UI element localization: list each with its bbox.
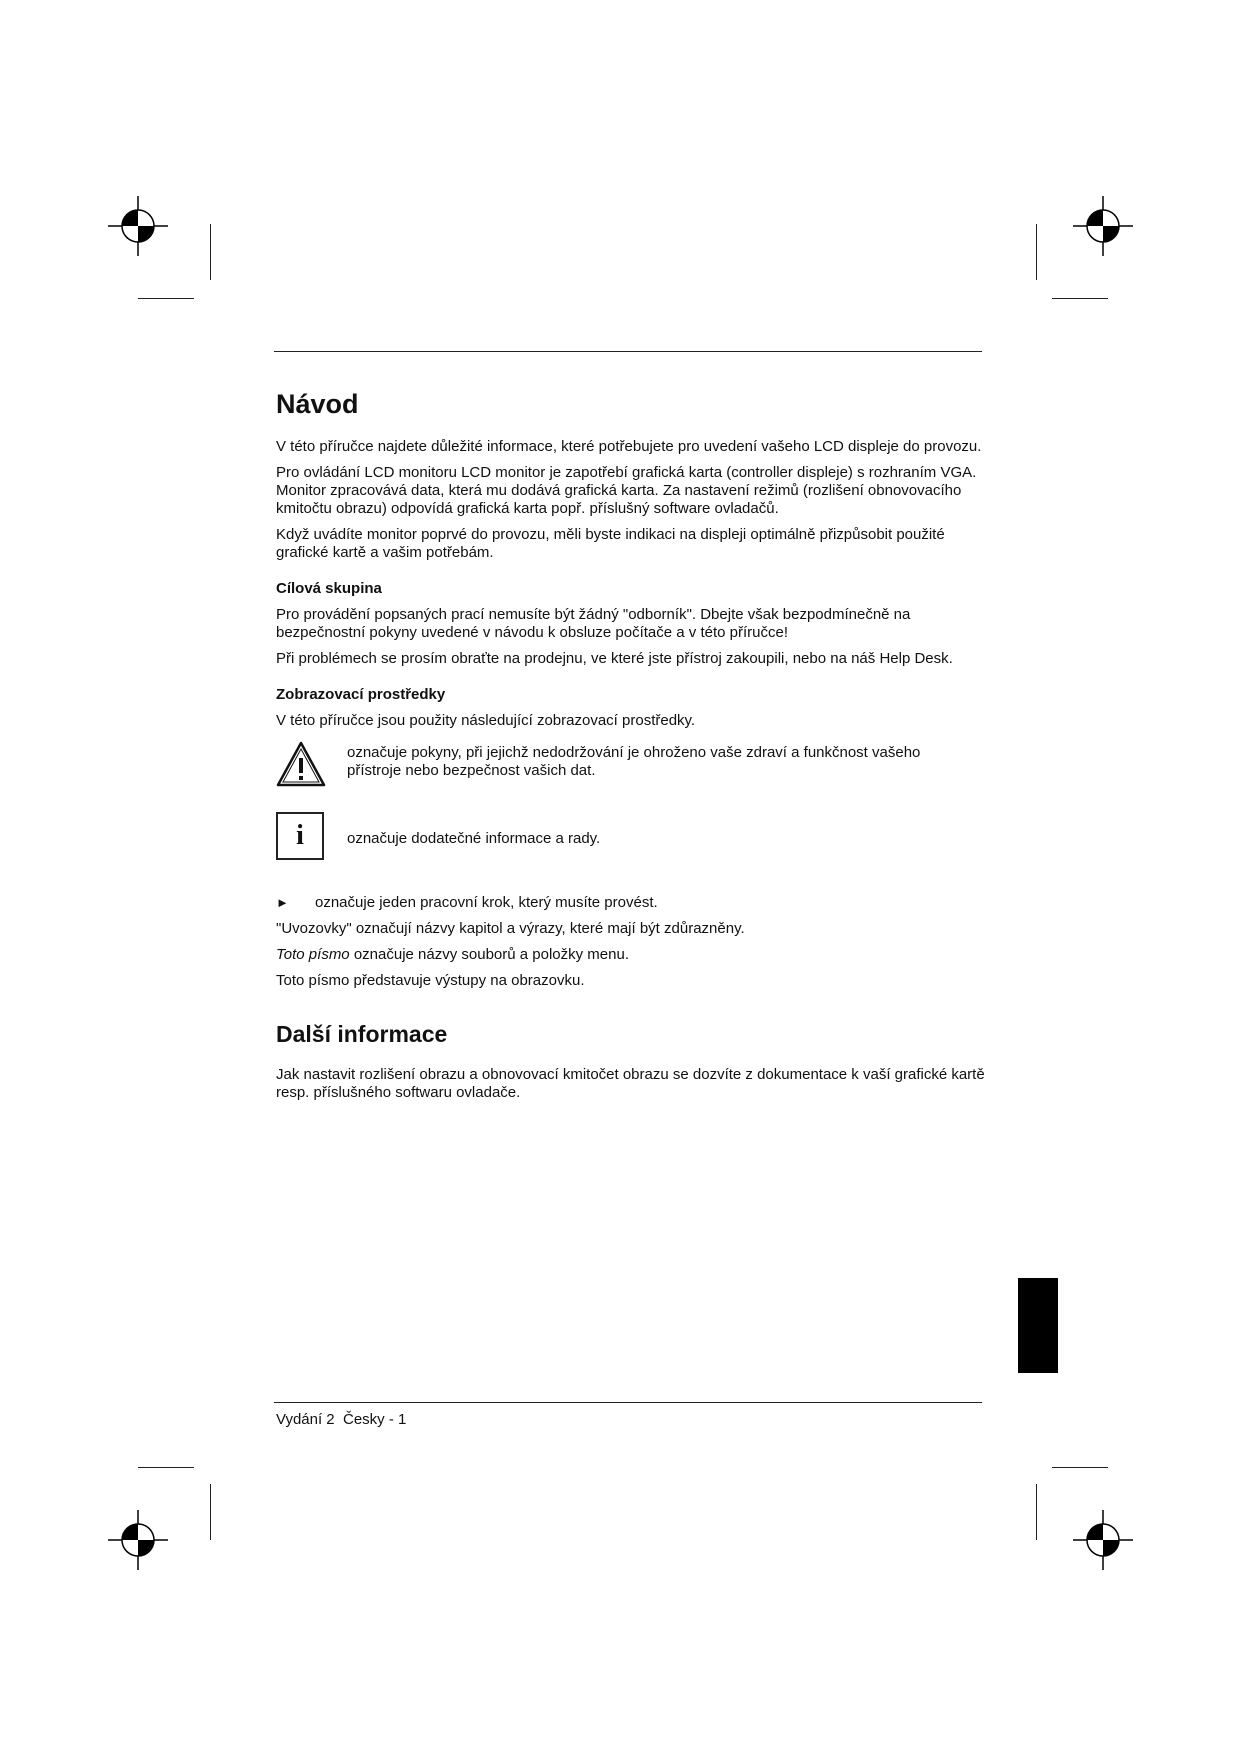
main-heading: Návod	[276, 389, 359, 419]
warning-description: označuje pokyny, při jejichž nedodržování je ohroženo vaše zdraví a funkčnost vašeho přístroje nebo bezpečnost vašich dat.	[347, 744, 921, 779]
italic-sample: Toto písmo	[276, 946, 350, 963]
warning-row	[276, 740, 988, 810]
header-rule	[274, 351, 982, 352]
more-info-paragraph: Jak nastavit rozlišení obrazu a obnovovací kmitočet obrazu se dozvíte z dokumentace k vaší grafické kartě resp. příslušného softwaru ovladače.	[276, 1066, 985, 1101]
registration-mark-icon	[1073, 196, 1133, 256]
crop-mark	[210, 1484, 211, 1540]
section-heading-target-group: Cílová skupina	[276, 580, 382, 597]
display-means-intro: V této příručce jsou použity následující zobrazovací prostředky.	[276, 712, 696, 729]
target-group-paragraph: Při problémech se prosím obraťte na prodejnu, ve které jste přístroj zakoupili, nebo na náš Help Desk.	[276, 650, 953, 667]
step-description: označuje jeden pracovní krok, který musíte provést.	[315, 894, 658, 911]
registration-mark-icon	[1073, 1510, 1133, 1570]
step-arrow-icon: ►	[276, 895, 289, 910]
page-footer: Vydání 2 Česky - 1	[276, 1411, 407, 1428]
intro-paragraph: Když uvádíte monitor poprvé do provozu, měli byste indikaci na displeji optimálně přizpůsobit použité grafické kartě a vašim potřebám.	[276, 526, 945, 561]
section-heading-display-means: Zobrazovací prostředky	[276, 686, 446, 703]
step-row	[276, 894, 988, 912]
footer-rule	[274, 1402, 982, 1403]
quotes-description: "Uvozovky" označují názvy kapitol a výrazy, které mají být zdůrazněny.	[276, 920, 745, 937]
intro-paragraph: V této příručce najdete důležité informace, které potřebujete pro uvedení vašeho LCD displeje do provozu.	[276, 438, 982, 455]
intro-paragraph: Pro ovládání LCD monitoru LCD monitor je zapotřebí grafická karta (controller displeje) s rozhraním VGA. Monitor zpracovává data, která mu dodává grafická karta. Za nastavení režimů (rozlišení obnovovacího kmitočtu obrazu) odpovídá grafická karta popř. příslušný software ovladačů.	[276, 464, 977, 517]
info-icon: i	[276, 812, 324, 860]
crop-mark	[1036, 224, 1037, 280]
target-group-paragraph: Pro provádění popsaných prací nemusíte být žádný "odborník". Dbejte však bezpodmínečně na bezpečnostní pokyny uvedené v návodu k obsluze počítače a v této příručce!	[276, 606, 911, 641]
crop-mark	[210, 224, 211, 280]
crop-mark	[1036, 1484, 1037, 1540]
warning-triangle-icon	[276, 740, 326, 788]
registration-mark-icon	[108, 196, 168, 256]
italic-description	[276, 946, 988, 964]
screen-output-description: Toto písmo představuje výstupy na obrazovku.	[276, 972, 585, 989]
section-heading-more-info: Další informace	[276, 1021, 448, 1047]
crop-mark	[138, 1467, 194, 1468]
info-description: označuje dodatečné informace a rady.	[347, 830, 601, 847]
crop-mark	[138, 298, 194, 299]
chapter-tab	[1018, 1278, 1058, 1373]
crop-mark	[1052, 1467, 1108, 1468]
italic-rest: označuje názvy souborů a položky menu.	[349, 946, 629, 963]
info-row	[276, 812, 988, 878]
page-content	[276, 388, 988, 1110]
registration-mark-icon	[108, 1510, 168, 1570]
crop-mark	[1052, 298, 1108, 299]
